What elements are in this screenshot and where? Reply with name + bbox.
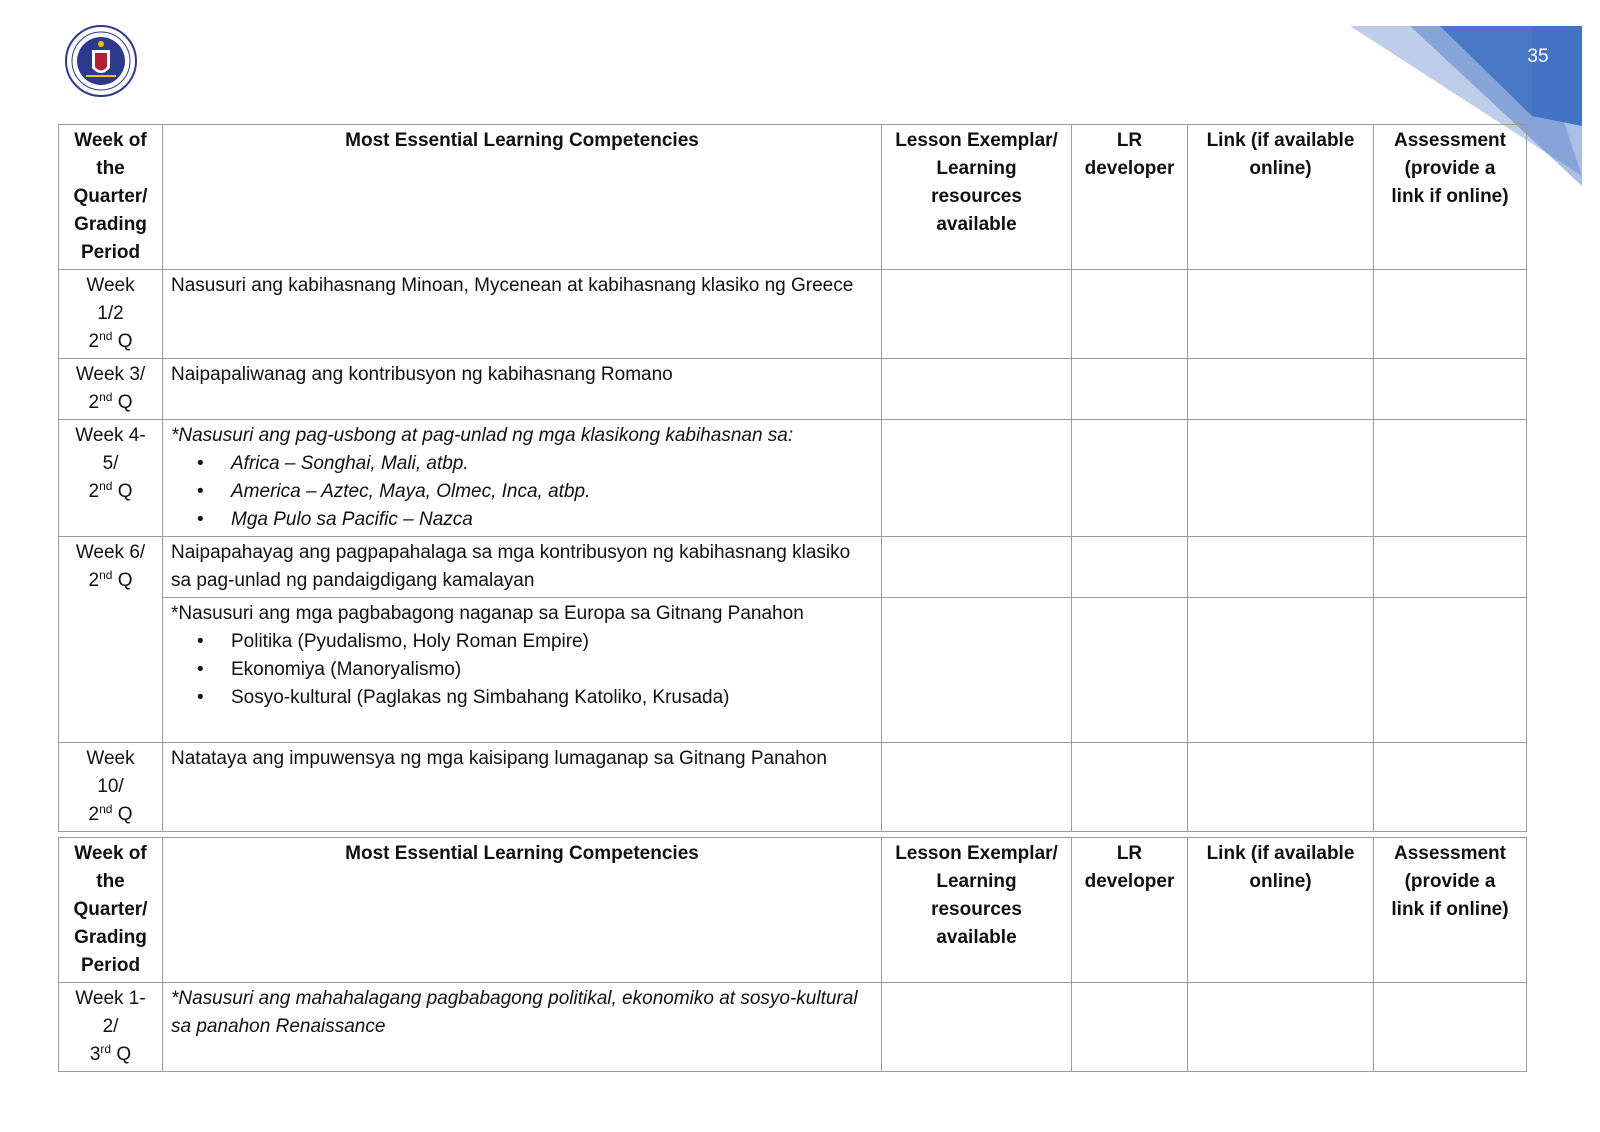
assessment-cell bbox=[1374, 420, 1527, 537]
assessment-cell bbox=[1374, 598, 1527, 743]
lr-cell bbox=[1072, 270, 1188, 359]
melc-header: Most Essential Learning Competencies bbox=[163, 125, 882, 270]
assessment-cell bbox=[1374, 537, 1527, 598]
table-row bbox=[59, 537, 1527, 598]
table-row bbox=[59, 270, 1527, 359]
assessment-cell bbox=[1374, 743, 1527, 832]
assessment-cell bbox=[1374, 359, 1527, 420]
link-cell bbox=[1188, 983, 1374, 1072]
lr-cell bbox=[1072, 983, 1188, 1072]
competency-cell: Naipapahayag ang pagpapahalaga sa mga kontribusyon ng kabihasnang klasiko sa pag-unlad ng pandaigdigang kamalayan bbox=[163, 537, 882, 598]
assessment-cell bbox=[1374, 983, 1527, 1072]
lesson-exemplar-header: Lesson Exemplar/ Learning resources available bbox=[882, 125, 1072, 270]
table-header-row bbox=[59, 838, 1527, 983]
competency-cell: Nasusuri ang kabihasnang Minoan, Mycenean at kabihasnang klasiko ng Greece bbox=[163, 270, 882, 359]
competency-cell: *Nasusuri ang mahahalagang pagbabagong politikal, ekonomiko at sosyo-kultural sa panahon Renaissance bbox=[163, 983, 882, 1072]
week-header: Week of the Quarter/ Grading Period bbox=[59, 125, 163, 270]
assessment-cell bbox=[1374, 270, 1527, 359]
lesson-cell bbox=[882, 983, 1072, 1072]
assessment-header: Assessment (provide a link if online) bbox=[1374, 125, 1527, 270]
competency-cell bbox=[163, 420, 882, 537]
lr-cell bbox=[1072, 743, 1188, 832]
lr-cell bbox=[1072, 598, 1188, 743]
link-cell bbox=[1188, 743, 1374, 832]
list-item: • Politika (Pyudalismo, Holy Roman Empire) bbox=[231, 628, 873, 656]
lesson-cell bbox=[882, 420, 1072, 537]
lr-developer-header: LR developer bbox=[1072, 125, 1188, 270]
table-row bbox=[59, 359, 1527, 420]
competency-cell: Natataya ang impuwensya ng mga kaisipang lumaganap sa Gitnang Panahon bbox=[163, 743, 882, 832]
week-cell: Week 10/ 2nd Q bbox=[59, 743, 163, 832]
melc-table-2 bbox=[58, 837, 1527, 1072]
table-row bbox=[59, 983, 1527, 1072]
competency-bullets bbox=[171, 450, 873, 534]
lesson-exemplar-header: Lesson Exemplar/ Learning resources available bbox=[882, 838, 1072, 983]
week-cell: Week 4- 5/ 2nd Q bbox=[59, 420, 163, 537]
melc-table-1 bbox=[58, 124, 1527, 832]
competency-text: *Nasusuri ang mga pagbabagong naganap sa Europa sa Gitnang Panahon bbox=[171, 603, 804, 624]
table-row bbox=[59, 743, 1527, 832]
list-item: • Ekonomiya (Manoryalismo) bbox=[231, 656, 873, 684]
week-header: Week of the Quarter/ Grading Period bbox=[59, 838, 163, 983]
table-row bbox=[59, 420, 1527, 537]
link-header: Link (if available online) bbox=[1188, 838, 1374, 983]
competency-text: *Nasusuri ang pag-usbong at pag-unlad ng mga klasikong kabihasnan sa: bbox=[171, 425, 794, 446]
week-cell: Week 6/ 2nd Q bbox=[59, 537, 163, 743]
lr-developer-header: LR developer bbox=[1072, 838, 1188, 983]
link-cell bbox=[1188, 359, 1374, 420]
lr-cell bbox=[1072, 537, 1188, 598]
lr-cell bbox=[1072, 359, 1188, 420]
table-header-row bbox=[59, 125, 1527, 270]
deped-seal-icon bbox=[64, 24, 138, 98]
week-cell: Week 1- 2/ 3rd Q bbox=[59, 983, 163, 1072]
link-cell bbox=[1188, 270, 1374, 359]
list-item: • Mga Pulo sa Pacific – Nazca bbox=[231, 506, 873, 534]
link-cell bbox=[1188, 598, 1374, 743]
list-item: • Sosyo-kultural (Paglakas ng Simbahang Katoliko, Krusada) bbox=[231, 684, 873, 712]
competency-bullets bbox=[171, 628, 873, 712]
link-header: Link (if available online) bbox=[1188, 125, 1374, 270]
link-cell bbox=[1188, 537, 1374, 598]
link-cell bbox=[1188, 420, 1374, 537]
assessment-header: Assessment (provide a link if online) bbox=[1374, 838, 1527, 983]
lesson-cell bbox=[882, 598, 1072, 743]
lesson-cell bbox=[882, 270, 1072, 359]
competency-cell bbox=[163, 598, 882, 743]
week-cell: Week 3/ 2nd Q bbox=[59, 359, 163, 420]
list-item: • America – Aztec, Maya, Olmec, Inca, atbp. bbox=[231, 478, 873, 506]
melc-header: Most Essential Learning Competencies bbox=[163, 838, 882, 983]
list-item: • Africa – Songhai, Mali, atbp. bbox=[231, 450, 873, 478]
page-number: 35 bbox=[1527, 46, 1549, 67]
lesson-cell bbox=[882, 743, 1072, 832]
lesson-cell bbox=[882, 537, 1072, 598]
competency-cell: Naipapaliwanag ang kontribusyon ng kabihasnang Romano bbox=[163, 359, 882, 420]
week-cell: Week 1/2 2nd Q bbox=[59, 270, 163, 359]
lr-cell bbox=[1072, 420, 1188, 537]
lesson-cell bbox=[882, 359, 1072, 420]
table-row bbox=[59, 598, 1527, 743]
